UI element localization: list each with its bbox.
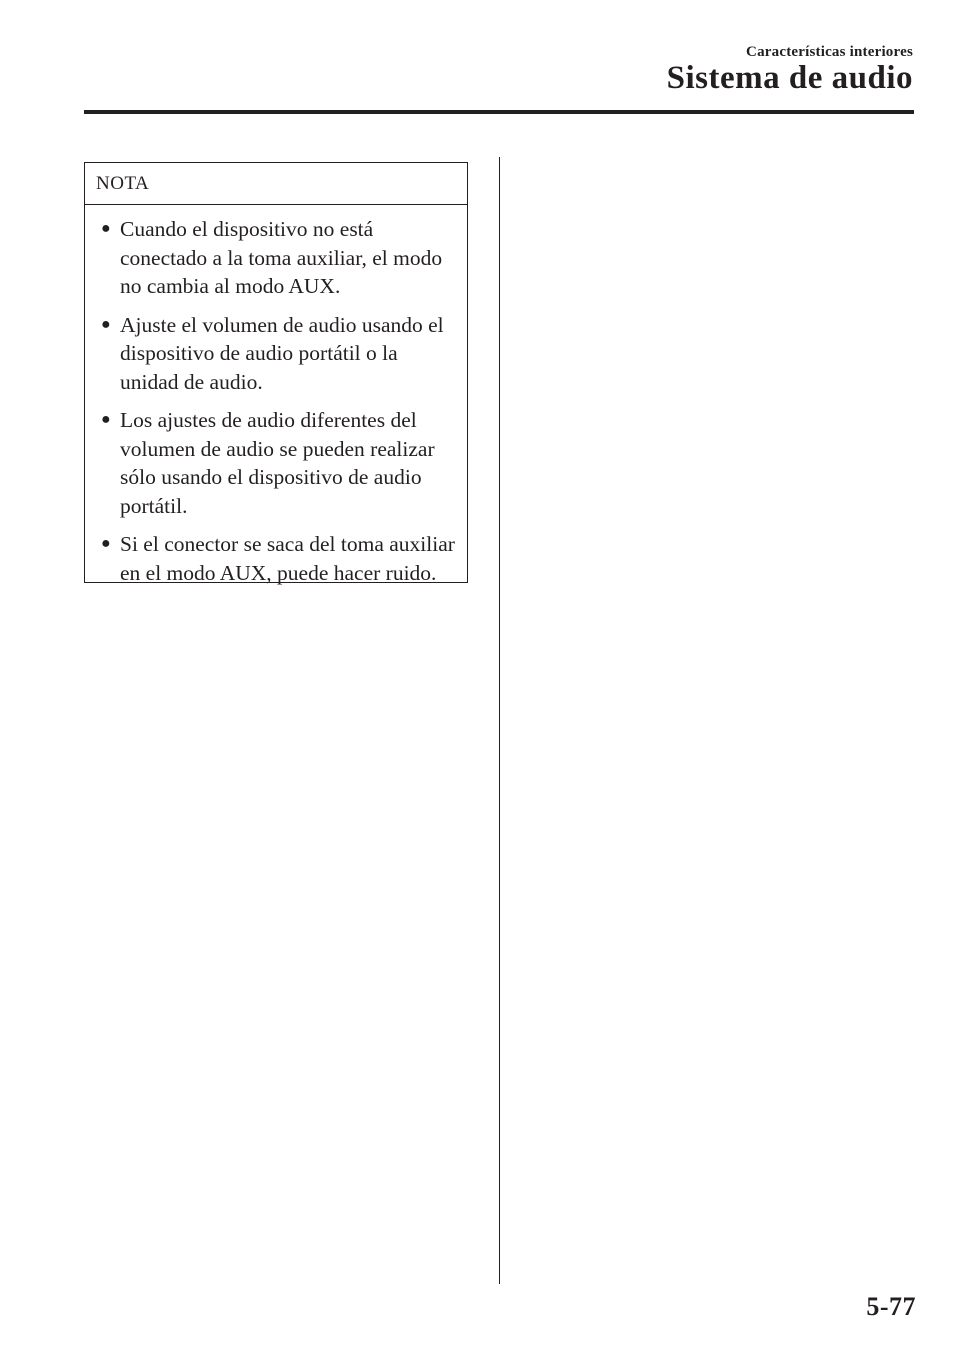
note-item <box>85 311 467 397</box>
note-box <box>84 162 468 583</box>
note-item <box>85 406 467 520</box>
page-number: 5-77 <box>866 1292 916 1321</box>
note-item <box>85 530 467 587</box>
bullet-icon: ● <box>101 535 111 552</box>
note-item-text: Si el conector se saca del toma auxiliar en el modo AUX, puede hacer ruido. <box>120 532 455 585</box>
bullet-icon: ● <box>101 315 111 333</box>
note-list <box>85 205 467 587</box>
note-item-text: Ajuste el volumen de audio usando el dispositivo de audio portátil o la unidad de audio. <box>120 312 444 394</box>
note-heading: NOTA <box>85 163 467 205</box>
bullet-icon: ● <box>101 220 111 237</box>
section-label: Características interiores <box>746 44 913 60</box>
page-title: Sistema de audio <box>666 60 913 96</box>
column-divider <box>499 157 500 1284</box>
note-item <box>85 215 467 301</box>
note-item-text: Cuando el dispositivo no está conectado a la toma auxiliar, el modo no cambia al modo AUX. <box>120 217 443 298</box>
bullet-icon: ● <box>101 411 111 428</box>
note-item-text: Los ajustes de audio diferentes del volumen de audio se pueden realizar sólo usando el dispositivo de audio portátil. <box>120 408 435 518</box>
header-rule <box>84 110 914 114</box>
